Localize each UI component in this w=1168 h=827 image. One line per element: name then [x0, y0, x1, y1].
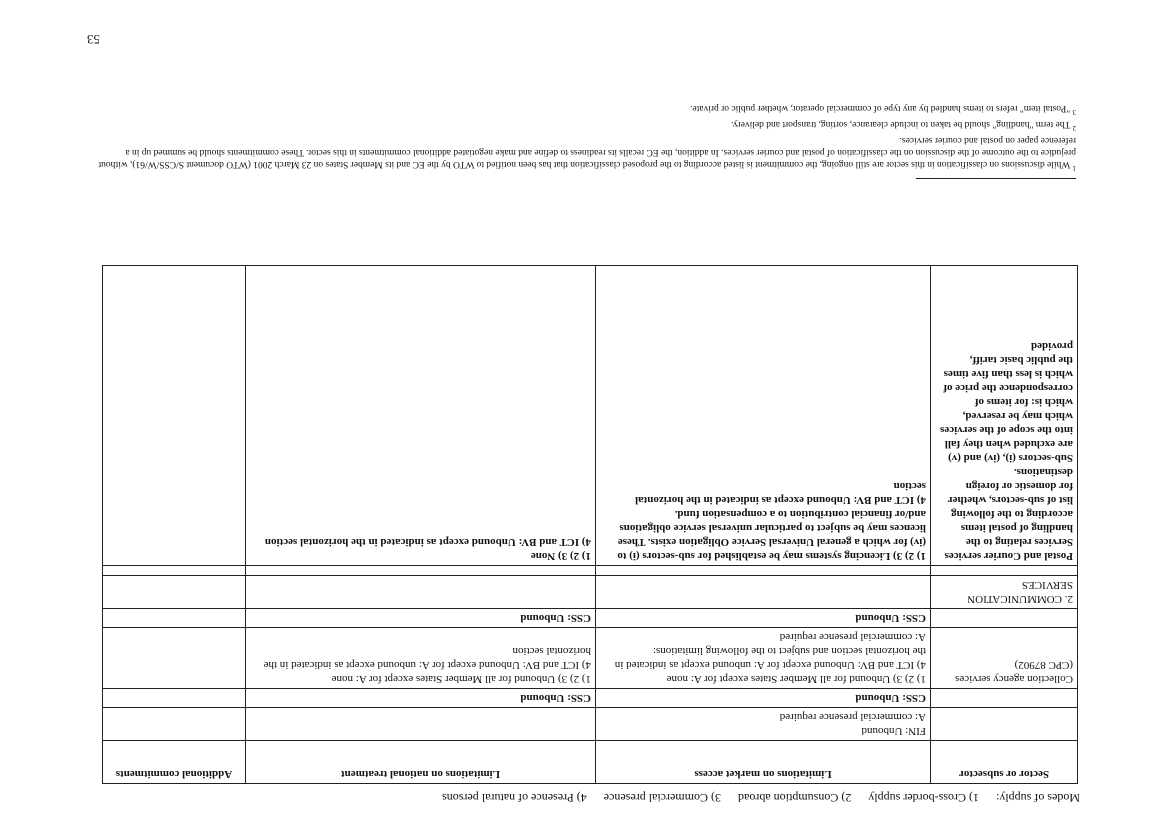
header-sector: Sector or subsector: [931, 741, 1078, 784]
communication-additional-cell: [103, 576, 246, 609]
css2-sector-cell: [931, 609, 1078, 628]
modes-of-supply: [428, 790, 1080, 805]
css1-market-cell: [596, 689, 931, 708]
separator-cell-3: [246, 566, 596, 576]
row-css-1: [103, 689, 1078, 708]
footnote-3-text: "Postal item" refers to items handled by any type of commercial operator, whether public or private.: [689, 102, 1071, 113]
collection-national-1: 1) 2) 3) Unbound for all Member States except for A: none: [331, 673, 591, 685]
fin-market-cell: [596, 708, 931, 741]
css1-national-cell: [246, 689, 596, 708]
css1-additional-cell: [103, 689, 246, 708]
mode-1: 1) Cross-border supply: [868, 791, 979, 805]
collection-market-1: 1) 2) 3) Unbound for all Member States except for A: none: [666, 673, 926, 685]
row-css-2: [103, 609, 1078, 628]
collection-sector-cell: [931, 628, 1078, 689]
collection-market-cell: [596, 628, 931, 689]
mode-4: 4) Presence of natural persons: [442, 791, 587, 805]
css1-market-text: CSS: Unbound: [855, 692, 926, 704]
css2-market-cell: [596, 609, 931, 628]
separator-row: [103, 566, 1078, 576]
collection-market-2: 4) ICT and BV: Unbound except for A: unbound except as indicated in the horizontal section and subject to the following limitations:: [614, 645, 926, 671]
css2-national-text: CSS: Unbound: [520, 612, 591, 624]
collection-additional-cell: [103, 628, 246, 689]
header-national-treatment: Limitations on national treatment: [246, 741, 596, 784]
separator-cell-1: [931, 566, 1078, 576]
collection-national-cell: [246, 628, 596, 689]
fin-market-text-b: A: commercial presence required: [779, 711, 926, 723]
collection-sector-text: Collection agency services: [955, 673, 1073, 685]
separator-cell-4: [103, 566, 246, 576]
postal-sector-cell: [931, 266, 1078, 566]
header-row: [103, 741, 1078, 784]
collection-market-3: A: commercial presence required: [779, 631, 926, 643]
communication-sector-cell: 2. COMMUNICATION SERVICES: [931, 576, 1078, 609]
postal-national-1: 1) 2) 3) None: [530, 550, 591, 562]
communication-national-cell: [246, 576, 596, 609]
footnote-1-text: While discussions on classification in this sector are still ongoing, the commitment is listed according to the proposed classification that has been notified to WTO by the EC and its Member States on 23 March 2001 (WTO document S/CSS/W/61), without prejudice to the outcome of the discussion on the classification of postal and courier services. In addition, the EC recalls its readiness to define and make negotiated additional commitments in this sector. These commitments should be summed up in a reference paper on postal and courier services.: [98, 134, 1076, 169]
header-market-access: Limitations on market access: [596, 741, 931, 784]
footnotes: [91, 102, 1076, 179]
row-postal-courier: [103, 266, 1078, 566]
collection-national-2: 4) ICT and BV: Unbound except for A: unbound except as indicated in the horizontal section: [263, 645, 591, 671]
postal-sector-title: Postal and Courier services: [944, 550, 1073, 562]
fin-sector-cell: [931, 708, 1078, 741]
separator-cell-2: [596, 566, 931, 576]
fin-additional-cell: [103, 708, 246, 741]
css1-sector-cell: [931, 689, 1078, 708]
footnote-3: $^3$ "Postal item" refers to items handled by any type of commercial operator, whether public or private.: [689, 102, 1076, 116]
header-additional: Additional commitments: [103, 741, 246, 784]
schedule-table: [102, 265, 1078, 784]
footnote-2: $^2$ The term "handling" should be taken to include clearance, sorting, transport and delivery.: [731, 118, 1076, 132]
mode-3: 3) Commercial presence: [603, 791, 722, 805]
row-collection-agency: [103, 628, 1078, 689]
css2-market-text: CSS: Unbound: [855, 612, 926, 624]
row-fin: [103, 708, 1078, 741]
footnote-1: $^1$ While discussions on classification in this sector are still ongoing, the commitment is listed according to the proposed classification that has been notified to WTO by the EC and its Member States on 23 March 2001 (WTO document S/CSS/W/61), without prejudice to the outcome of the discussion on the classification of postal and courier services. In addition, the EC recalls its readiness to define and make negotiated additional commitments in this sector. These commitments should be summed up in a reference paper on postal and courier services.: [98, 134, 1076, 172]
postal-national-cell: [246, 266, 596, 566]
postal-market-cell: [596, 266, 931, 566]
fin-national-cell: [246, 708, 596, 741]
postal-sector-list: Services relating to the handling of postal items according to the following list of sub-sectors, whether for domestic or foreign destinations.: [947, 466, 1073, 548]
mode-2: 2) Consumption abroad: [738, 791, 852, 805]
footnote-2-text: The term "handling" should be taken to include clearance, sorting, transport and delivery.: [731, 118, 1071, 129]
row-communication: [103, 576, 1078, 609]
css1-national-text: CSS: Unbound: [520, 692, 591, 704]
collection-sector-cpc: (CPC 87902): [1014, 659, 1073, 671]
css2-additional-cell: [103, 609, 246, 628]
postal-market-1: 1) 2) 3) Licencing systems may be established for sub-sectors (i) to (iv) for which a general Universal Service Obligation exists. These licences may be subject to particular universal service obligations and/or financial contribution to a compensation fund.: [617, 508, 926, 562]
page-number: 53: [87, 32, 100, 47]
postal-additional-cell: [103, 266, 246, 566]
modes-label: Modes of supply:: [996, 791, 1080, 805]
fin-market-text: FIN: Unbound: [861, 725, 926, 737]
postal-sector-exclusion: Sub-sectors (i), (iv) and (v) are excluded when they fall into the scope of the services which may be reserved, which is: for items of correspondence the price of which is less than five times the public basic tariff, provided: [940, 340, 1073, 464]
footnote-rule: [916, 178, 1076, 179]
postal-market-2: 4) ICT and BV: Unbound except as indicated in the horizontal section: [635, 480, 926, 506]
postal-national-2: 4) ICT and BV: Unbound except as indicated in the horizontal section: [264, 536, 591, 548]
communication-market-cell: [596, 576, 931, 609]
css2-national-cell: [246, 609, 596, 628]
